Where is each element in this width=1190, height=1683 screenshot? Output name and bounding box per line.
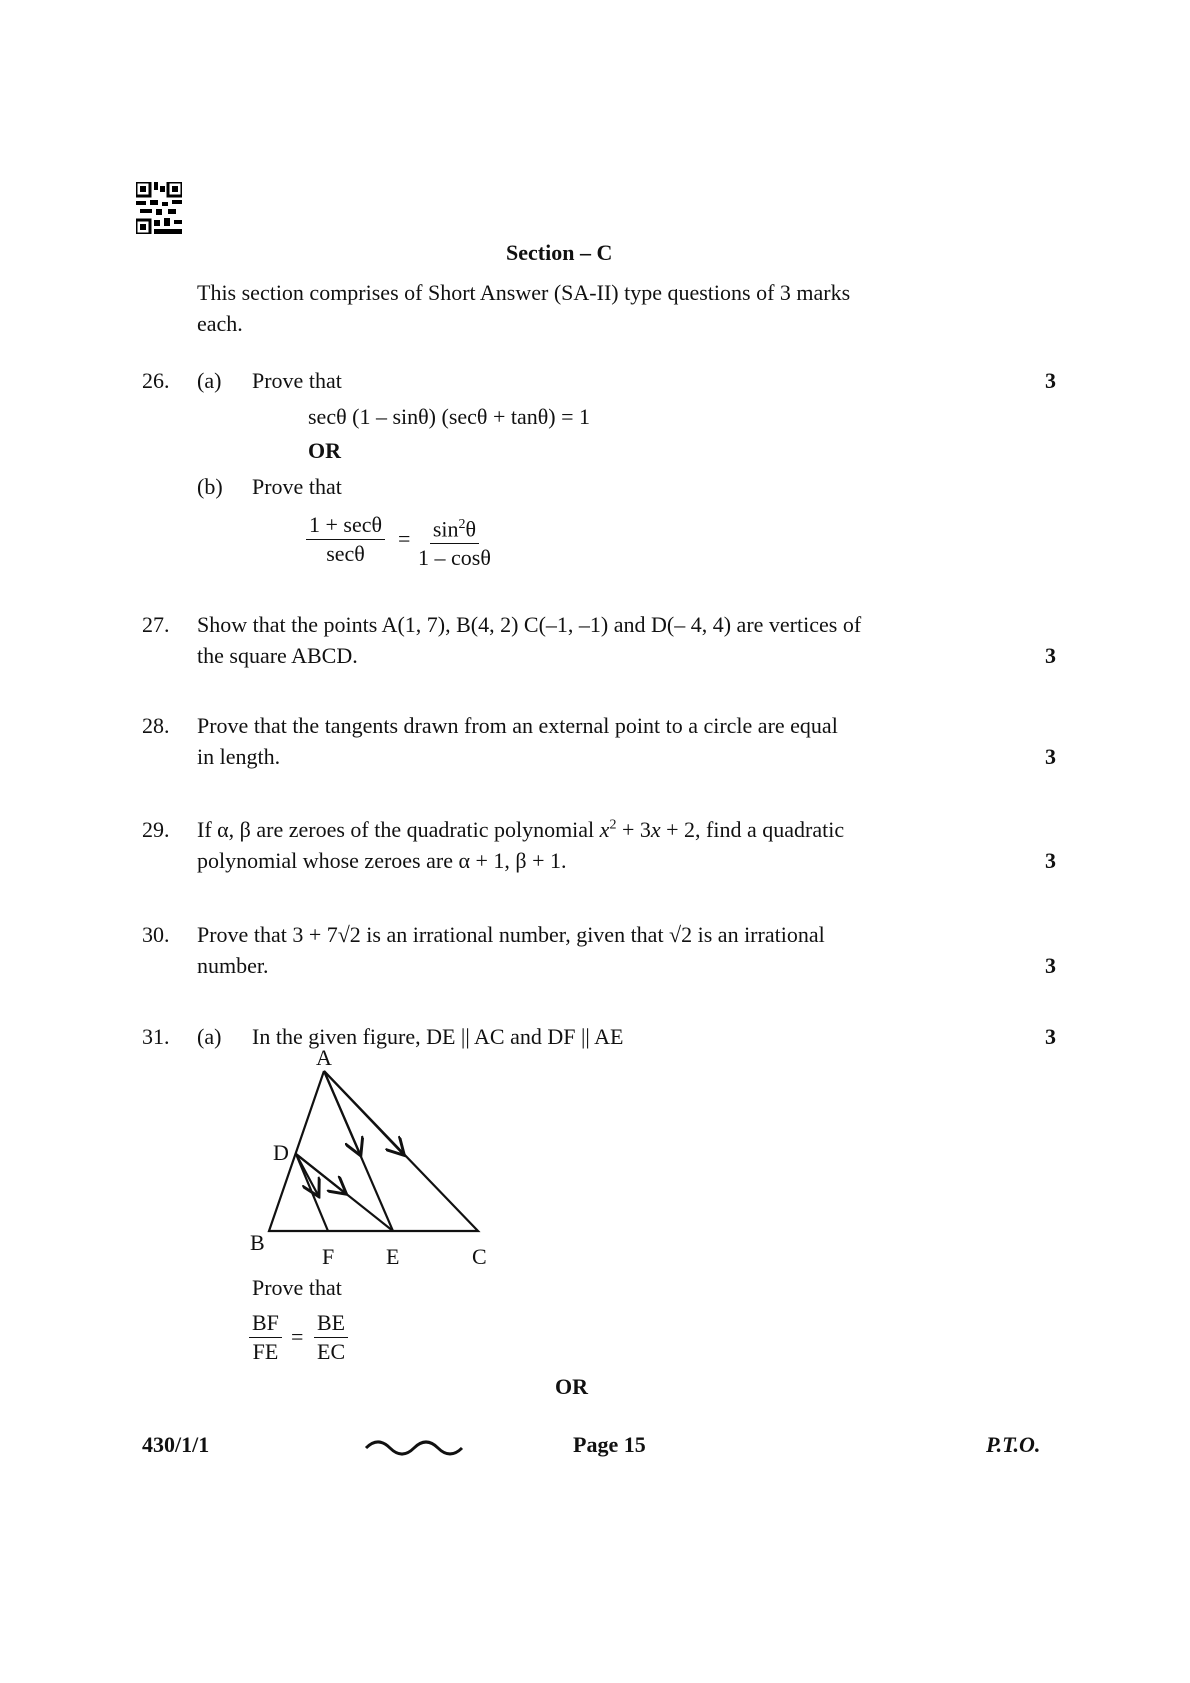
equals-sign: = [291, 1324, 304, 1349]
section-intro-line2: each. [197, 311, 243, 336]
page-number: Page 15 [573, 1432, 646, 1457]
fraction-rhs [314, 1309, 348, 1366]
question-text: In the given figure, DE || AC and DF || AE [252, 1024, 624, 1049]
denominator: EC [317, 1339, 346, 1364]
qr-code-icon [136, 182, 182, 234]
question-number: 28. [142, 713, 170, 738]
vertex-label-b: B [250, 1230, 265, 1255]
question-text: Prove that [252, 1275, 342, 1300]
triangle-figure [240, 1050, 510, 1270]
denominator: FE [252, 1339, 279, 1364]
question-number: 26. [142, 368, 170, 393]
marks: 3 [1045, 1024, 1056, 1049]
vertex-label-c: C [472, 1244, 487, 1269]
question-number: 30. [142, 922, 170, 947]
denominator: secθ [326, 541, 365, 566]
wave-ornament-icon [364, 1436, 470, 1456]
vertex-label-d: D [273, 1140, 289, 1165]
question-number: 29. [142, 817, 170, 842]
question-text: Prove that the tangents drawn from an external point to a circle are equal [197, 713, 838, 738]
numerator: BE [314, 1309, 348, 1338]
question-text: polynomial whose zeroes are α + 1, β + 1. [197, 848, 567, 873]
denominator: 1 – cosθ [418, 545, 491, 571]
question-number: 31. [142, 1024, 170, 1049]
question-text: number. [197, 953, 269, 978]
part-label: (a) [197, 368, 222, 393]
marks: 3 [1045, 744, 1056, 769]
numerator: $\sin^2\theta$ [430, 511, 479, 544]
question-text: If α, β are zeroes of the quadratic polynomial $x^2 + 3x + 2$, find a quadratic [197, 817, 845, 842]
or-label: OR [555, 1374, 588, 1399]
pto-label: P.T.O. [986, 1432, 1041, 1457]
part-label: (b) [197, 474, 223, 499]
numerator: BF [249, 1309, 282, 1338]
equals-sign: = [398, 526, 411, 551]
formula: secθ (1 – sinθ) (secθ + tanθ) = 1 [308, 404, 591, 429]
question-text: in length. [197, 744, 281, 769]
vertex-label-a: A [316, 1050, 332, 1070]
marks: 3 [1045, 953, 1056, 978]
question-text: the square ABCD. [197, 643, 358, 668]
section-title: Section – C [506, 240, 613, 265]
or-label: OR [308, 438, 341, 463]
marks: 3 [1045, 643, 1056, 668]
question-text: Prove that [252, 474, 342, 499]
question-text: Show that the points A(1, 7), B(4, 2) C(–1, –1) and D(– 4, 4) are vertices of [197, 612, 862, 637]
fraction-rhs [418, 511, 491, 572]
question-text: Prove that [252, 368, 342, 393]
marks: 3 [1045, 848, 1056, 873]
paper-code: 430/1/1 [142, 1432, 210, 1457]
fraction-lhs [306, 511, 385, 568]
marks: 3 [1045, 368, 1056, 393]
numerator: 1 + secθ [306, 511, 385, 540]
vertex-label-e: E [386, 1244, 400, 1269]
question-number: 27. [142, 612, 170, 637]
vertex-label-f: F [322, 1244, 335, 1269]
section-intro-line1: This section comprises of Short Answer (SA-II) type questions of 3 marks [197, 280, 851, 305]
question-text: Prove that 3 + 7√2 is an irrational number, given that √2 is an irrational [197, 922, 825, 947]
fraction-lhs [249, 1309, 282, 1366]
part-label: (a) [197, 1024, 222, 1049]
